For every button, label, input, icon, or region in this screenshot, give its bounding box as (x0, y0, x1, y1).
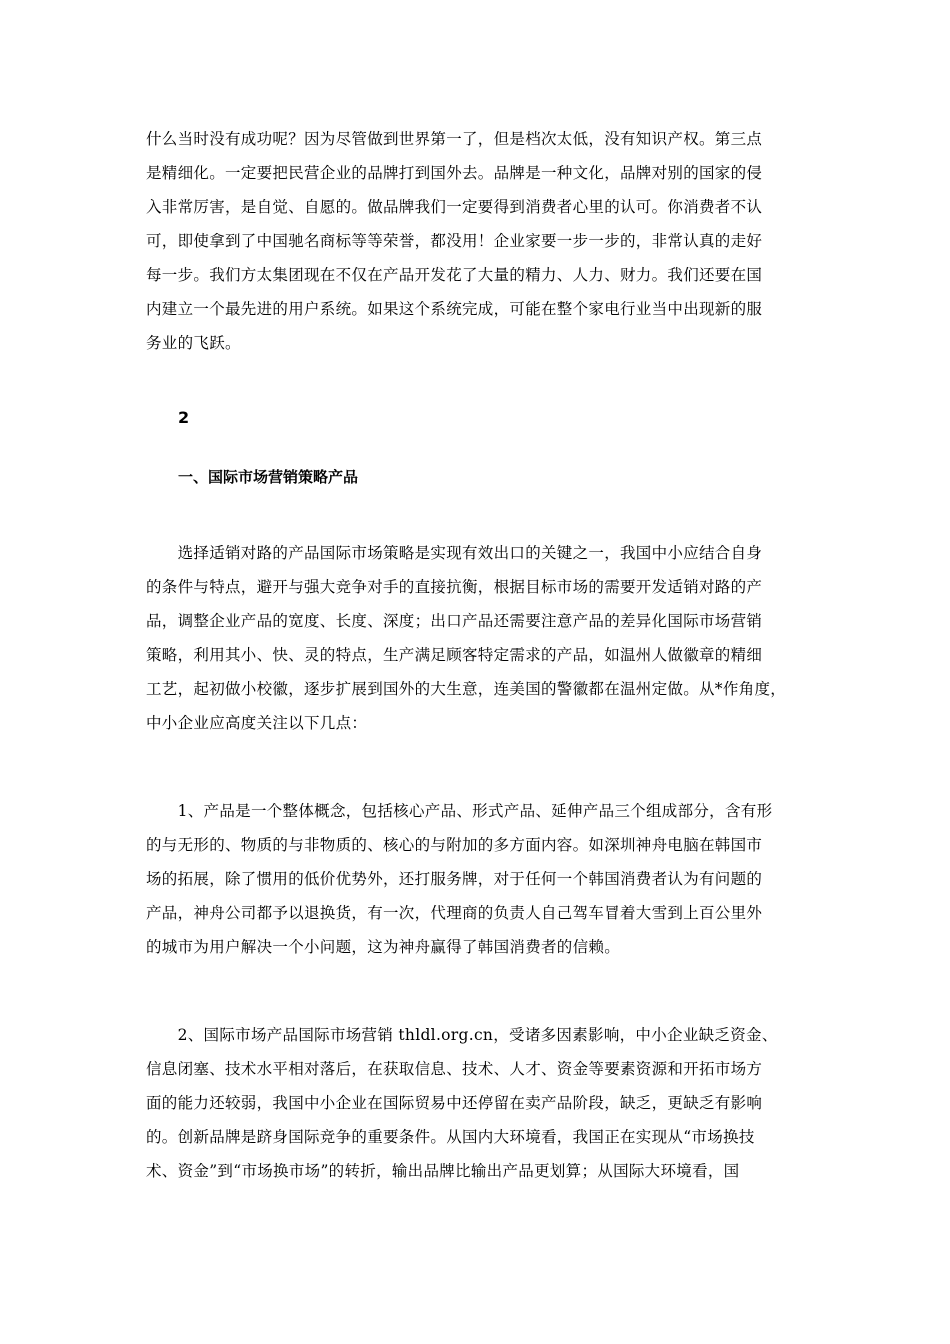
text-line: 选择适销对路的产品国际市场策略是实现有效出口的关键之一，我国中小应结合自身 (146, 544, 763, 562)
text-line: 什么当时没有成功呢？因为尽管做到世界第一了，但是档次太低，没有知识产权。第三点 (146, 130, 763, 148)
text-line: 2、国际市场产品国际市场营销 thldl.org.cn，受诸多因素影响，中小企业缺乏资金、 (146, 1026, 778, 1044)
intro-paragraph (146, 122, 816, 360)
text-line: 品，调整企业产品的宽度、长度、深度；出口产品还需要注意产品的差异化国际市场营销 (146, 612, 763, 630)
text-line: 面的能力还较弱，我国中小企业在国际贸易中还停留在卖产品阶段，缺乏，更缺乏有影响 (146, 1094, 763, 1112)
text-line: 术、资金”到“市场换市场”的转折，输出品牌比输出产品更划算；从国际大环境看，国 (146, 1162, 740, 1180)
text-line: 可，即使拿到了中国驰名商标等等荣誉，都没用！企业家要一步一步的，非常认真的走好 (146, 232, 763, 250)
section-number: 2 (178, 408, 190, 427)
paragraph-item-1 (146, 794, 816, 964)
text-line: 的城市为用户解决一个小问题，这为神舟赢得了韩国消费者的信赖。 (146, 938, 621, 956)
text-line: 策略，利用其小、快、灵的特点，生产满足顾客特定需求的产品，如温州人做徽章的精细 (146, 646, 763, 664)
text-line: 信息闭塞、技术水平相对落后，在获取信息、技术、人才、资金等要素资源和开拓市场方 (146, 1060, 763, 1078)
text-line: 的条件与特点，避开与强大竞争对手的直接抗衡，根据目标市场的需要开发适销对路的产 (146, 578, 763, 596)
section-heading: 一、国际市场营销策略产品 (178, 468, 359, 486)
text-line: 中小企业应高度关注以下几点： (146, 714, 368, 732)
text-line: 是精细化。一定要把民营企业的品牌打到国外去。品牌是一种文化，品牌对别的国家的侵 (146, 164, 763, 182)
text-line: 产品，神舟公司都予以退换货，有一次，代理商的负责人自己驾车冒着大雪到上百公里外 (146, 904, 763, 922)
text-line: 1、产品是一个整体概念，包括核心产品、形式产品、延伸产品三个组成部分，含有形 (146, 802, 773, 820)
text-line: 场的拓展，除了惯用的低价优势外，还打服务牌，对于任何一个韩国消费者认为有问题的 (146, 870, 763, 888)
text-line: 工艺，起初做小校徽，逐步扩展到国外的大生意，连美国的警徽都在温州定做。从*作角度， (146, 680, 787, 698)
text-line: 务业的飞跃。 (146, 334, 241, 352)
paragraph-product-strategy (146, 536, 816, 740)
text-line: 内建立一个最先进的用户系统。如果这个系统完成，可能在整个家电行业当中出现新的服 (146, 300, 763, 318)
text-line: 入非常厉害，是自觉、自愿的。做品牌我们一定要得到消费者心里的认可。你消费者不认 (146, 198, 763, 216)
text-line: 的与无形的、物质的与非物质的、核心的与附加的多方面内容。如深圳神舟电脑在韩国市 (146, 836, 763, 854)
text-line: 每一步。我们方太集团现在不仅在产品开发花了大量的精力、人力、财力。我们还要在国 (146, 266, 763, 284)
paragraph-item-2 (146, 1018, 816, 1188)
text-line: 的。创新品牌是跻身国际竞争的重要条件。从国内大环境看，我国正在实现从“市场换技 (146, 1128, 755, 1146)
